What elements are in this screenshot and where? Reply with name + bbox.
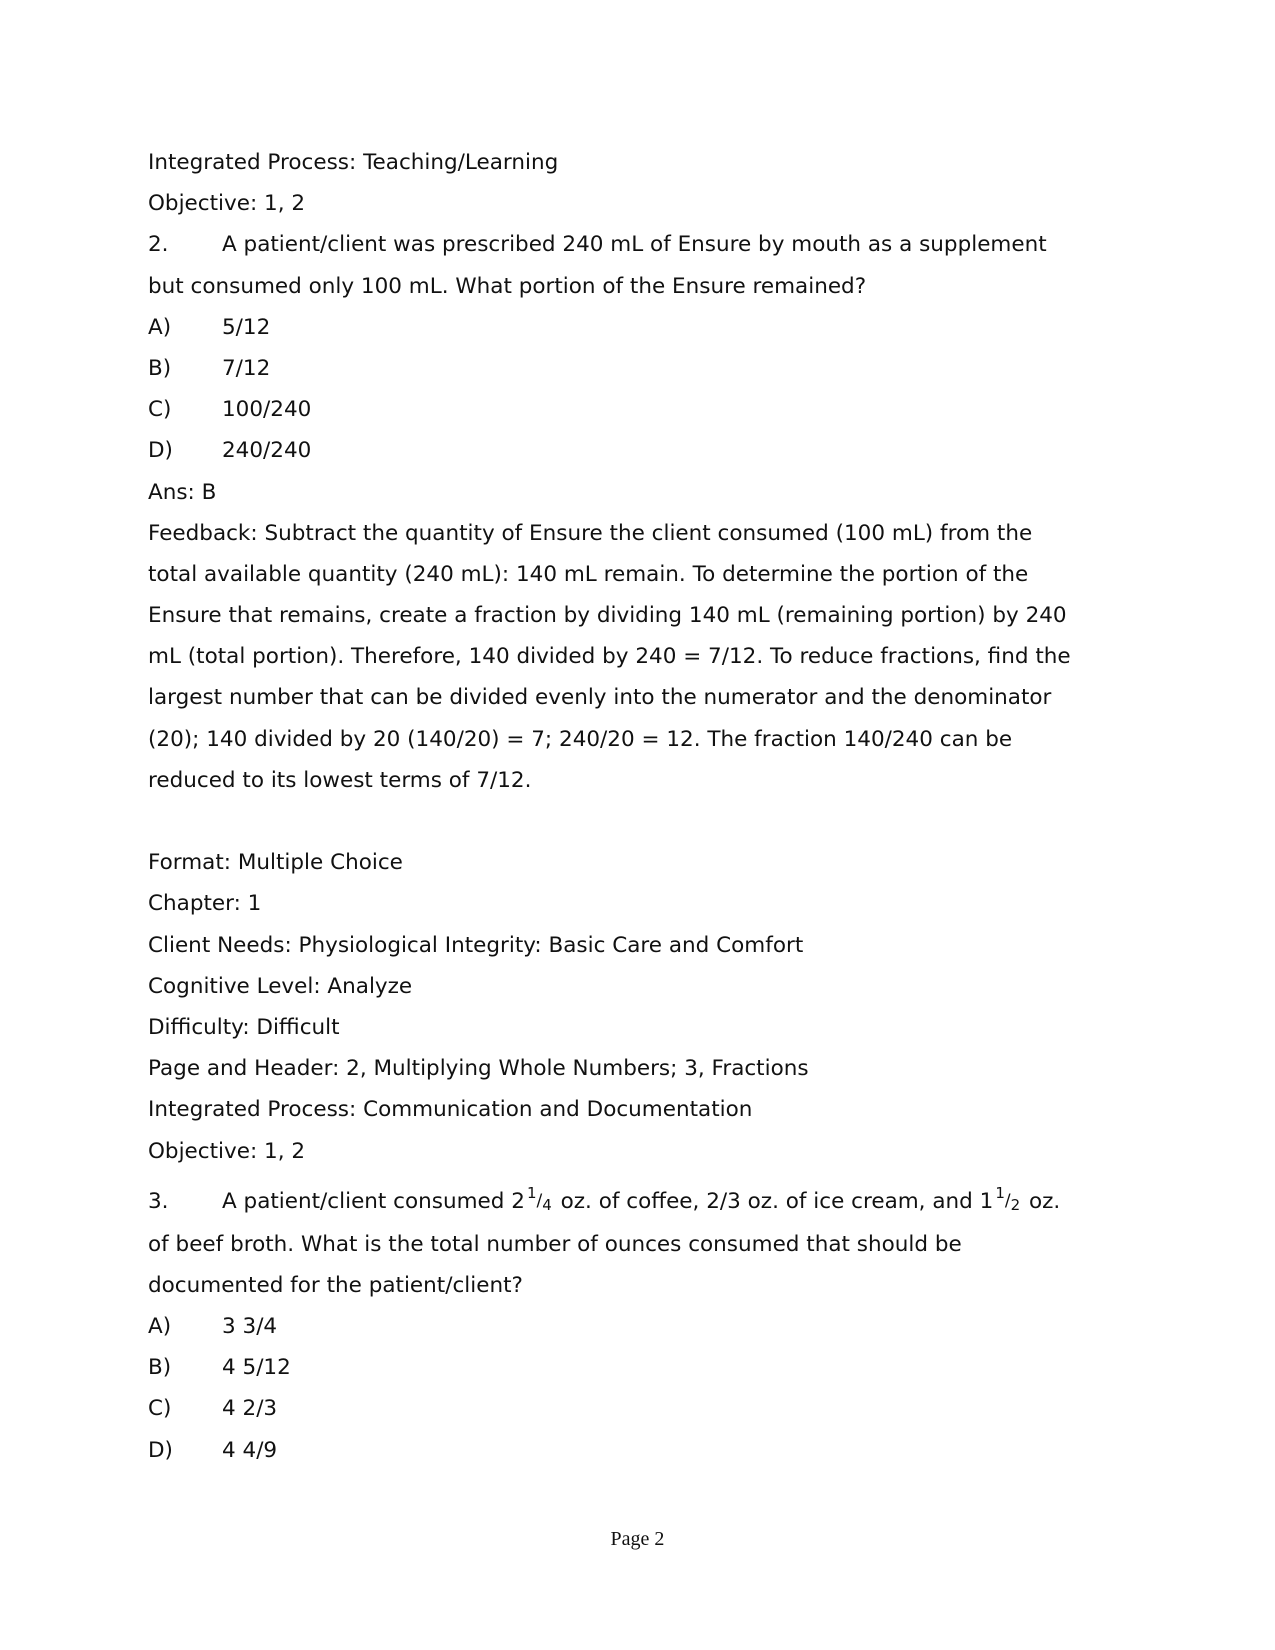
option-text: 240/240 xyxy=(222,438,312,464)
option-d xyxy=(148,430,1128,471)
fraction-one-quarter xyxy=(527,1172,552,1232)
meta-difficulty: Difficulty: Difficult xyxy=(148,1014,340,1040)
question-2-stem xyxy=(148,224,1128,265)
denominator: 2 xyxy=(1010,1195,1021,1214)
option-text: 4 2/3 xyxy=(222,1396,278,1422)
option-b xyxy=(148,348,1128,389)
option-label: B) xyxy=(148,355,172,381)
option-text: 100/240 xyxy=(222,397,312,423)
stem-text: A patient/client was prescribed 240 mL of Ensure by mouth as a supplement xyxy=(222,232,1047,258)
option-label: D) xyxy=(148,1437,173,1463)
option-label: C) xyxy=(148,1396,172,1422)
option-text: 4 4/9 xyxy=(222,1437,278,1463)
feedback-line: total available quantity (240 mL): 140 mL remain. To determine the portion of the xyxy=(148,561,1029,587)
question-2-stem-cont: but consumed only 100 mL. What portion of the Ensure remained? xyxy=(148,273,867,299)
stem-text: oz. xyxy=(1022,1188,1061,1214)
document-page xyxy=(148,142,1128,1471)
option-text: 5/12 xyxy=(222,314,271,340)
option-d xyxy=(148,1430,1128,1471)
option-a xyxy=(148,1306,1128,1347)
page-number: Page 2 xyxy=(610,1528,665,1550)
meta-page-header: Page and Header: 2, Multiplying Whole Numbers; 3, Fractions xyxy=(148,1056,809,1082)
objective: Objective: 1, 2 xyxy=(148,191,306,217)
option-text: 4 5/12 xyxy=(222,1355,291,1381)
feedback-line: Ensure that remains, create a fraction by dividing 140 mL (remaining portion) by 240 xyxy=(148,603,1067,629)
meta-chapter: Chapter: 1 xyxy=(148,891,262,917)
feedback-line: mL (total portion). Therefore, 140 divided by 240 = 7/12. To reduce fractions, find the xyxy=(148,644,1071,670)
question-3-stem-cont: of beef broth. What is the total number of ounces consumed that should be xyxy=(148,1231,962,1257)
answer: Ans: B xyxy=(148,479,217,505)
question-3-stem xyxy=(148,1172,1128,1224)
option-c xyxy=(148,1388,1128,1429)
denominator: 4 xyxy=(542,1195,552,1214)
option-text: 7/12 xyxy=(222,355,271,381)
meta-cognitive-level: Cognitive Level: Analyze xyxy=(148,973,413,999)
numerator: 1 xyxy=(526,1183,537,1202)
option-a xyxy=(148,307,1128,348)
meta-client-needs: Client Needs: Physiological Integrity: Basic Care and Comfort xyxy=(148,932,804,958)
meta-objective: Objective: 1, 2 xyxy=(148,1138,306,1164)
option-label: B) xyxy=(148,1355,172,1381)
feedback-line: largest number that can be divided evenly into the numerator and the denominator xyxy=(148,685,1052,711)
option-label: D) xyxy=(148,438,173,464)
option-text: 3 3/4 xyxy=(222,1314,278,1340)
integrated-process: Integrated Process: Teaching/Learning xyxy=(148,150,559,175)
option-label: C) xyxy=(148,397,172,423)
feedback-line: reduced to its lowest terms of 7/12. xyxy=(148,767,532,793)
feedback-line: Feedback: Subtract the quantity of Ensure the client consumed (100 mL) from the xyxy=(148,520,1033,546)
feedback-line: (20); 140 divided by 20 (140/20) = 7; 240/20 = 12. The fraction 140/240 can be xyxy=(148,726,1013,752)
numerator: 1 xyxy=(995,1183,1005,1202)
option-c xyxy=(148,389,1128,430)
option-label: A) xyxy=(148,1314,172,1340)
meta-format: Format: Multiple Choice xyxy=(148,850,403,876)
meta-integrated-process: Integrated Process: Communication and Documentation xyxy=(148,1097,753,1123)
fraction-one-half xyxy=(995,1172,1020,1232)
option-label: A) xyxy=(148,314,172,340)
stem-text: A patient/client consumed 2 xyxy=(222,1188,525,1214)
question-number: 3. xyxy=(148,1188,169,1214)
question-number: 2. xyxy=(148,232,169,258)
fraction-slash: / xyxy=(536,1190,543,1211)
option-b xyxy=(148,1347,1128,1388)
fraction-slash: / xyxy=(1004,1190,1011,1211)
question-3-stem-cont: documented for the patient/client? xyxy=(148,1272,523,1298)
stem-text: oz. of coffee, 2/3 oz. of ice cream, and 1 xyxy=(553,1188,994,1214)
